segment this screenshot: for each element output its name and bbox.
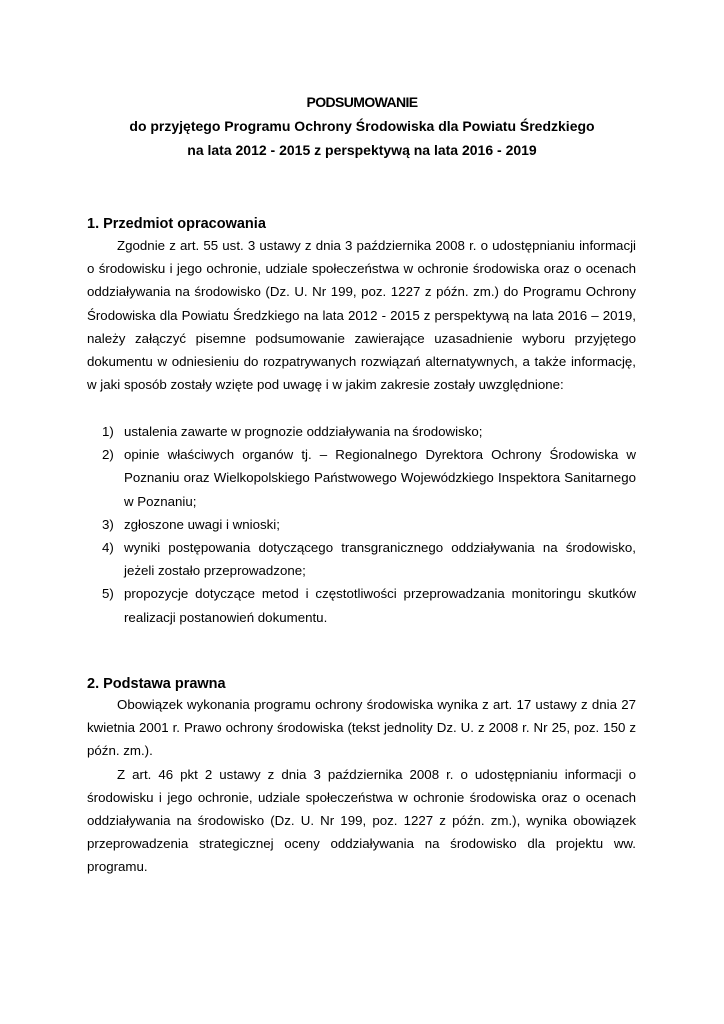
list-item bbox=[87, 536, 636, 582]
section-2-paragraph-2: Z art. 46 pkt 2 ustawy z dnia 3 października 2008 r. o udostępnianiu informacji o środowisku i jego ochronie, udziale społeczeństwa w ochronie środowiska oraz o ocenach oddziaływania na środowisko (Dz. U. Nr 199, poz. 1227 z późn. zm.), wynika obowiązek przeprowadzenia strategicznej oceny oddziaływania na środowisko dla projektu ww. programu. bbox=[87, 766, 636, 875]
section-2-heading: 2. Podstawa prawna bbox=[87, 676, 226, 692]
section-1-paragraph: Zgodnie z art. 55 ust. 3 ustawy z dnia 3 października 2008 r. o udostępnianiu informacji o środowisku i jego ochronie, udziale społeczeństwa w ochronie środowiska oraz o ocenach oddziaływania na środowisko (Dz. U. Nr 199, poz. 1227 z późn. zm.) do Programu Ochrony Środowiska dla Powiatu Średzkiego na lata 2012 - 2015 z perspektywą na lata 2016 – 2019, należy załączyć pisemne podsumowanie zawierające uzasadnienie wyboru przyjętego dokumentu w odniesieniu do rozpatrywanych rozwiązań alternatywnych, a także informację, w jaki sposób zostały wzięte pod uwagę i w jakim zakresie zostały uwzględnione: bbox=[87, 238, 636, 393]
list-item bbox=[87, 513, 636, 536]
title-line-3: na lata 2012 - 2015 z perspektywą na lata 2016 - 2019 bbox=[187, 142, 537, 158]
list-item bbox=[87, 443, 636, 513]
list-item-text: wyniki postępowania dotyczącego transgranicznego oddziaływania na środowisko, jeżeli zostało przeprowadzone; bbox=[124, 540, 636, 579]
section-1-list bbox=[87, 420, 636, 629]
title-line-2: do przyjętego Programu Ochrony Środowiska dla Powiatu Średzkiego bbox=[129, 118, 595, 134]
section-2-paragraph-1: Obowiązek wykonania programu ochrony środowiska wynika z art. 17 ustawy z dnia 27 kwietnia 2001 r. Prawo ochrony środowiska (tekst jednolity Dz. U. z 2008 r. Nr 25, poz. 150 z późn. zm.). bbox=[87, 697, 636, 759]
list-item-text: opinie właściwych organów tj. – Regionalnego Dyrektora Ochrony Środowiska w Poznaniu oraz Wielkopolskiego Państwowego Wojewódzkiego Inspektora Sanitarnego w Poznaniu; bbox=[124, 447, 636, 509]
list-item-text: ustalenia zawarte w prognozie oddziaływania na środowisko; bbox=[124, 424, 483, 439]
list-item bbox=[87, 582, 636, 628]
section-2-body bbox=[87, 693, 636, 879]
list-item-number: 2) bbox=[102, 447, 114, 463]
list-item-number: 1) bbox=[102, 424, 114, 439]
list-item bbox=[87, 420, 636, 443]
list-item-number: 4) bbox=[102, 540, 114, 556]
title-line-1: PODSUMOWANIE bbox=[306, 94, 418, 110]
document-title bbox=[0, 90, 724, 162]
list-item-number: 3) bbox=[102, 516, 114, 532]
list-item-number: 5) bbox=[102, 586, 114, 602]
section-1-heading: 1. Przedmiot opracowania bbox=[87, 216, 266, 232]
list-item-text: propozycje dotyczące metod i częstotliwości przeprowadzania monitoringu skutków realizacji postanowień dokumentu. bbox=[124, 586, 636, 625]
list-item-text: zgłoszone uwagi i wnioski; bbox=[124, 516, 280, 532]
section-1-body bbox=[87, 234, 636, 396]
